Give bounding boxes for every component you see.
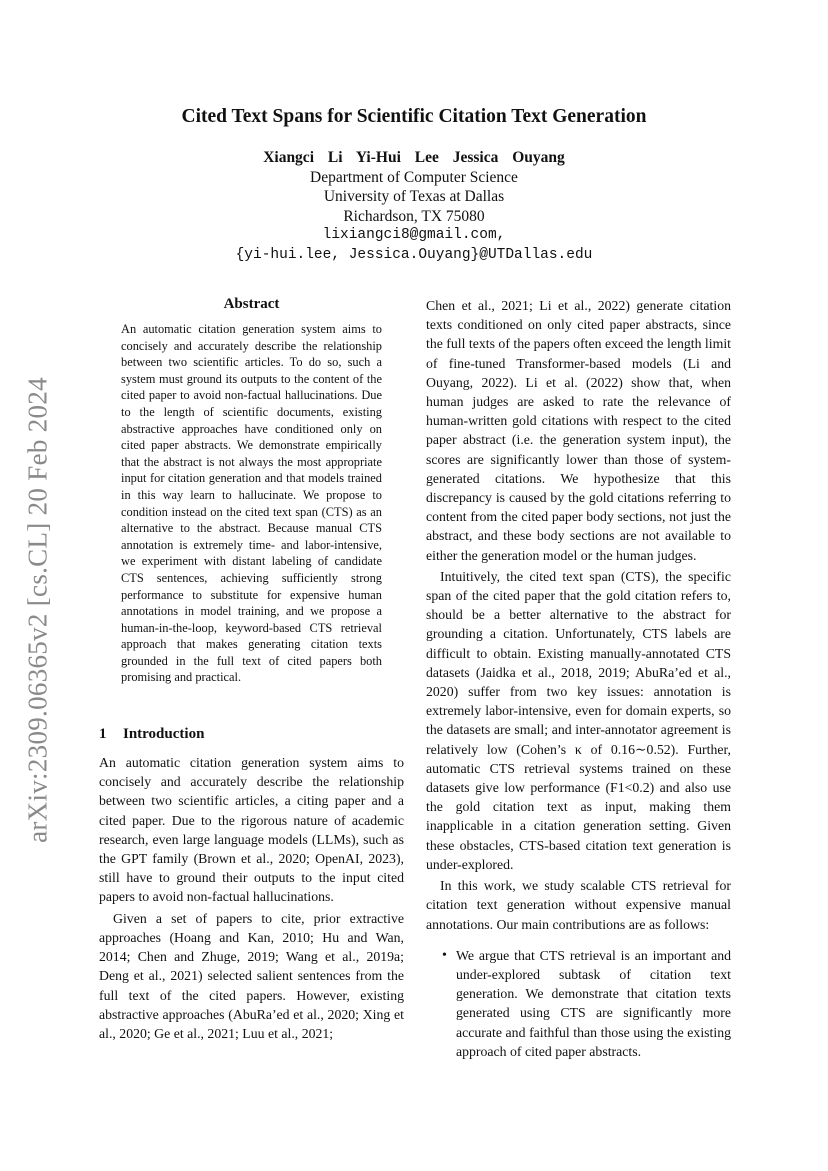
intro-paragraph-2-continued: Chen et al., 2021; Li et al., 2022) generate citation texts conditioned on only cited paper abstracts, since the full texts of the papers often exceed the length limit of fine-tuned Transformer-based models (Li and Ouyang, 2022). Li et al. (2022) show that, when human judges are asked to rate the relevance of human-written gold citations with respect to the cited paper abstract (i.e. the generation system input), the scores are significantly lower than those of system-generated citations. We hypothesize that this discrepancy is caused by the gold citations referring to content from the cited paper body sections, not just the abstract, and these body sections are not available to either the generation model or the human judges. (426, 298, 731, 563)
intro-paragraph-3: Intuitively, the cited text span (CTS), the specific span of the cited paper that the gold citation refers to, should be a better alternative to the abstract for grounding a citation. Unfortunately, CTS labels are difficult to obtain. Existing manually-annotated CTS datasets (Jaidka et al., 2018, 2019; AbuRa’ed et al., 2020) suffer from two key issues: annotation is extremely labor-intensive, even for domain experts, so the datasets are small; and inter-annotator agreement is relatively low (Cohen’s κ of 0.16∼0.52). Further, automatic CTS retrieval systems trained on these datasets give low performance (F1<0.2) and also use the gold citation text as input, making them inapplicable in a citation generation setting. Given these obstacles, CTS-based citation text generation is under-explored. (426, 568, 731, 872)
affiliation-university: University of Texas at Dallas (323, 188, 505, 205)
contributions-list (426, 946, 731, 1061)
arxiv-sidebar (18, 360, 58, 860)
author-email-1: lixiangci8@gmail.com, (322, 227, 506, 243)
intro-paragraph-1: An automatic citation generation system aims to concisely and accurately describe the relationship between two scientific articles, a citing paper and a cited paper. Due to the rigorous nature of academic research, even large language models (LLMs), such as the GPT family (Brown et al., 2020; OpenAI, 2023), still have to ground their outputs to the input cited papers to avoid non-factual hallucinations. (99, 755, 404, 905)
section-number: 1 (99, 726, 107, 743)
author-names: Xiangci Li Yi-Hui Lee Jessica Ouyang (263, 149, 565, 166)
contribution-item-1: • We argue that CTS retrieval is an important and under-explored subtask of citation text generation. We demonstrate that citation texts generated using CTS are significantly more accurate and faithful than those using the existing approach of cited paper abstracts. (456, 946, 731, 1061)
author-block (0, 148, 828, 265)
paper-title: Cited Text Spans for Scientific Citation Text Generation (181, 106, 647, 127)
author-email-2: {yi-hui.lee, Jessica.Ouyang}@UTDallas.edu (235, 246, 593, 263)
abstract-heading: Abstract (223, 296, 280, 312)
right-column (426, 296, 731, 1061)
section-title: Introduction (123, 726, 205, 743)
left-column (99, 296, 404, 1043)
affiliation-department: Department of Computer Science (310, 168, 518, 186)
arxiv-identifier: arXiv:2309.06365v2 [cs.CL] 20 Feb 2024 (22, 377, 53, 843)
intro-paragraph-2: Given a set of papers to cite, prior extractive approaches (Hoang and Kan, 2010; Hu and Wan, 2014; Chen and Zhuge, 2019; Wang et al., 2019a; Deng et al., 2021) selected salient sentences from the full text of the cited papers. However, existing abstractive approaches (AbuRa’ed et al., 2020; Xing et al., 2020; Ge et al., 2021; Luu et al., 2021; (99, 910, 404, 1041)
section-heading-introduction (99, 726, 404, 743)
intro-paragraph-4: In this work, we study scalable CTS retrieval for citation text generation without expensive manual annotations. Our main contributions are as follows: (426, 878, 731, 932)
abstract-text: An automatic citation generation system aims to concisely and accurately describe the relationship between two scientific articles. To do so, such a system must ground its outputs to the content of the cited paper to avoid non-factual hallucinations. Due to the length of scientific documents, existing abstractive approaches have conditioned only on cited paper abstracts. We demonstrate empirically that the abstract is not always the most appropriate input for citation generation and that models trained in this way learn to hallucinate. We propose to condition instead on the cited text span (CTS) as an alternative to the abstract. Because manual CTS annotation is extremely time- and labor-intensive, we experiment with distant labeling of candidate CTS sentences, achieving sufficiently strong performance to substitute for expensive human annotations in model training, and we propose a human-in-the-loop, keyword-based CTS retrieval approach that makes generating citation texts grounded in the full text of cited papers both promising and practical. (121, 322, 382, 685)
affiliation-address: Richardson, TX 75080 (343, 207, 485, 225)
